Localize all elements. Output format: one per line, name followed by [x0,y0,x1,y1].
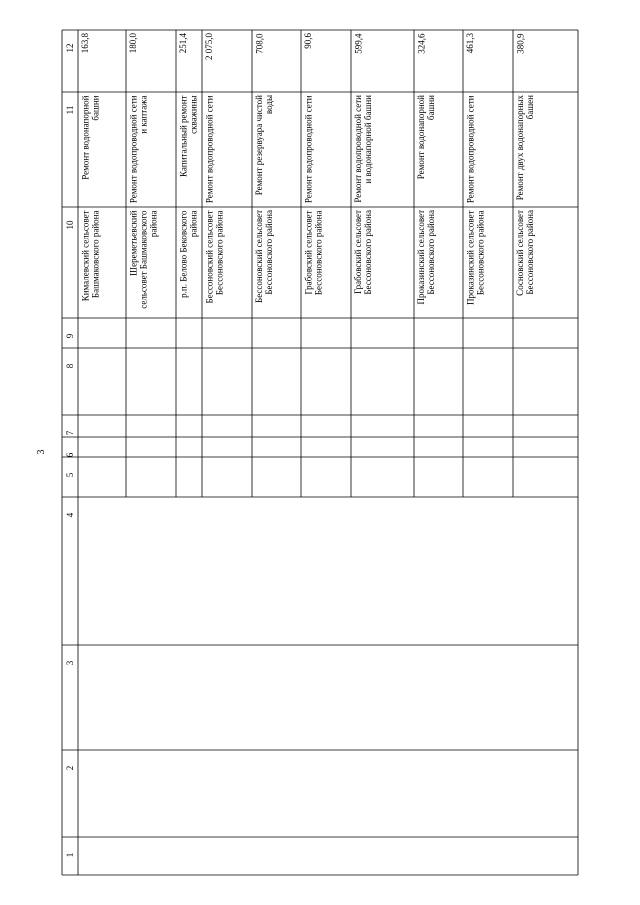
column-number-4: 4 [65,512,75,518]
cell-col12-row-5: 708,0 [254,33,264,54]
cell-col11-row-6: Ремонт водопроводной сети [303,95,313,203]
cell-col12-row-4: 2 075,0 [204,33,214,60]
cell-col11-row-2: Ремонт водопроводной сети и каптажа [128,95,148,203]
cell-col10-row-9: Проказинский сельсовет Бессоновского района [465,210,485,305]
cell-col10-row-3: р.п. Белово Бековского района [178,210,198,298]
cell-col12-row-8: 324,6 [416,33,426,54]
cell-col10-row-1: Кималевский сельсовет Башмаковского района [80,210,100,301]
column-number-9: 9 [65,333,75,339]
cell-col11-row-9: Ремонт водопроводной сети [465,95,475,203]
cell-col12-row-9: 461,3 [465,33,475,54]
cell-col11-row-5: Ремонт резервуара чистой воды [254,95,274,196]
cell-col12-row-6: 90,6 [303,33,313,49]
cell-col10-row-6: Грабовский сельсовет Бессоновского района [303,210,323,295]
column-number-10: 10 [65,220,75,230]
cell-col11-row-7: Ремонт водопроводной сети и водонапорной башни [353,95,373,203]
cell-col12-row-7: 599,4 [353,33,363,54]
cell-col12-row-10: 380,9 [515,33,525,54]
column-number-2: 2 [65,765,75,771]
cell-col12-row-3: 251,4 [178,33,188,54]
column-number-3: 3 [65,660,75,666]
column-number-1: 1 [65,852,75,858]
cell-col11-row-4: Ремонт водопроводной сети [204,95,214,203]
cell-col12-row-2: 180,0 [128,33,138,54]
cell-col11-row-10: Ремонт двух водонапорных башен [515,95,535,201]
column-number-8: 8 [65,363,75,369]
cell-col10-row-2: Шереметьевский сельсовет Башмаковского района [128,210,158,309]
column-number-5: 5 [65,472,75,478]
cell-col11-row-1: Ремонт водонапорной башни [80,95,100,180]
column-number-6: 6 [65,452,75,458]
cell-col10-row-10: Сосновский сельсовет Бессоновского района [515,210,535,296]
cell-col10-row-5: Бессоновский сельсовет Бессоновского района [254,210,274,303]
cell-col11-row-3: Капитальный ремонт скважины [178,95,198,177]
column-number-7: 7 [65,430,75,436]
cell-col11-row-8: Ремонт водонапорной башни [416,95,436,180]
cell-col10-row-8: Проказинский сельсовет Бессоновского района [416,210,436,305]
page-number: 3 [36,449,47,455]
cell-col12-row-1: 163,8 [80,33,90,54]
cell-col10-row-4: Бессоновский сельсовет Бессоновского района [204,210,224,303]
column-number-12: 12 [65,43,75,53]
cell-col10-row-7: Грабовский сельсовет Бессоновского района [353,210,373,295]
column-number-11: 11 [65,105,75,115]
